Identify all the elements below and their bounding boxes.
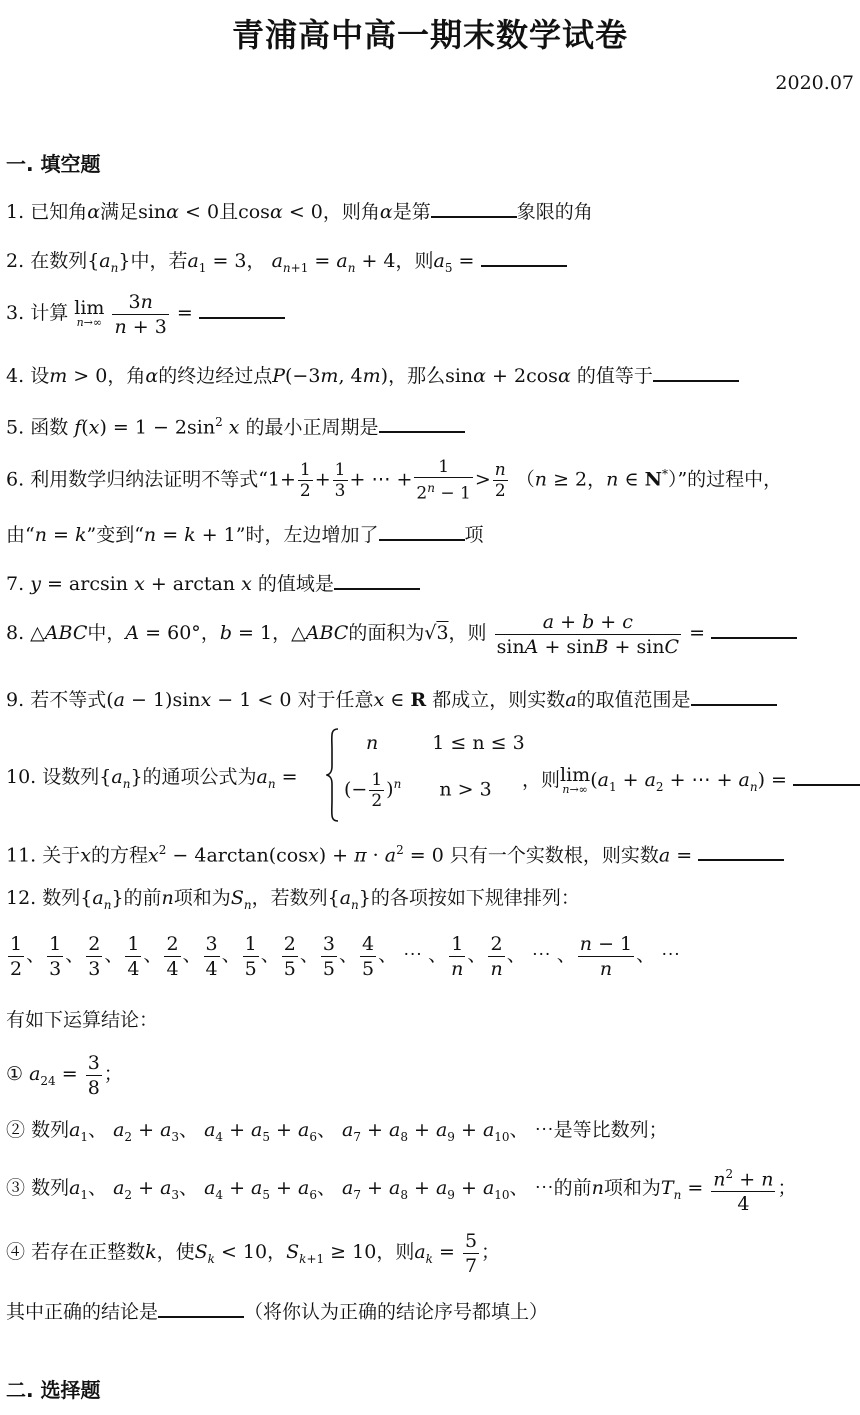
conclusion-3: ③ 数列$a_1$、 $a_2 + a_3$、 $a_4 + a_5 + a_6$、 $a_7 + a_8 + a_9 + a_{10}$、 ⋯的前n项和为$T_n$ = $\frac{n^2 + n}{4}$ ； [6,1160,854,1223]
sequence-fraction: $\frac{1}{2}$ [10,932,23,980]
answer-blank[interactable] [691,682,777,706]
case2: (− $\frac{1}{2}$ )$^n$ n > 3 [344,770,492,811]
answer-blank[interactable] [334,566,420,590]
answer-blank[interactable] [379,409,465,433]
problem-12: 12. 数列$\{a_n\}$的前n项和为$S_n$，若数列$\{a_n\}$的各项按如下规律排列： [6,887,580,912]
conclusion-4: ④ 若存在正整数k，使$S_k < 10$，$S_{k+1} \ge 10$，则$a_k$ = $\frac{5}{7}$ ； [6,1229,501,1277]
section-fill-blank: 一. 填空题 [6,152,101,176]
sequence-fraction: $\frac{2}{3}$ [88,932,101,980]
sequence-fraction: $\frac{3}{4}$ [205,932,218,980]
answer-blank[interactable] [158,1294,244,1318]
sequence-fraction: $\frac{2}{5}$ [283,932,296,980]
sequence-fraction: $\frac{1}{4}$ [127,932,140,980]
sequence-fraction: $\frac{2}{4}$ [166,932,179,980]
conclusion-intro: 有如下运算结论： [6,1009,159,1031]
problem-6: 6. 利用数学归纳法证明不等式“1+ $\frac{1}{2}$ + $\frac{1}{3}$ + ⋯ + $\frac{1}{2^n - 1}$ > $\frac{n}{2}$ （n ≥ 2，n ∈ N*）”的过程中， [6,457,783,504]
sequence-row: $\frac{1}{2}$ 、 $\frac{1}{3}$ 、 $\frac{2}{3}$ 、 $\frac{1}{4}$ 、 $\frac{2}{4}$ 、 $\frac{3}{4}$ 、 $\frac{1}{5}$ 、 $\frac{2}{5}$ 、 $\frac{3}{5}$ 、 $\frac{4}{5}$ 、 ⋯ 、 $\frac{1}{n}$ 、 $\frac{2}{n}$ 、 ⋯ 、 $\frac{n - 1}{n}$ 、 ⋯ [10,932,681,980]
conclusion-1: ① $a_{24}$ = $\frac{3}{8}$ ； [6,1051,123,1099]
conclusion-2: ② 数列$a_1$、 $a_2 + a_3$、 $a_4 + a_5 + a_6$、 $a_7 + a_8 + a_9 + a_{10}$、 ⋯是等比数列； [6,1119,668,1144]
sequence-fraction: $\frac{4}{5}$ [361,932,375,980]
section-multiple-choice: 二. 选择题 [6,1378,101,1402]
problem-11: 11. 关于x的方程$x^2 - 4\arctan(\cos x) + \pi \cdot a^2 = 0$ 只有一个实数根，则实数a = [6,836,854,869]
answer-blank[interactable] [481,243,567,267]
problem-2: 2. 在数列$\{a_n\}$中，若$a_1 = 3$， $a_{n+1} = a_n + 4$，则$a_5$ = [6,243,854,282]
problem-8: 8. △ABC中，A = 60°，b = 1，△ABC的面积为√3，则 $\frac{a + b + c}{\sin A + \sin B + \sin C}$ = [6,604,854,662]
problem-1: 1. 已知角α满足sinα < 0且cosα < 0，则角α是第 象限的角 [6,194,854,226]
sequence-fraction: $\frac{3}{5}$ [322,932,335,980]
answer-blank[interactable] [793,762,860,786]
answer-blank[interactable] [698,837,784,861]
problem-6-line2: 由“n = k”变到“n = k + 1”时，左边增加了 项 [6,517,854,549]
problem-7: 7. y = arcsin x + arctan x 的值域是 [6,566,854,598]
answer-blank[interactable] [653,358,739,382]
answer-blank[interactable] [199,295,285,319]
answer-blank[interactable] [379,517,465,541]
sequence-fraction: $\frac{1}{5}$ [244,932,257,980]
piecewise-brace [326,728,340,822]
problem-10: 10. 设数列$\{a_n\}$的通项公式为$a_n$ = [6,766,298,791]
final-answer: 其中正确的结论是 （将你认为正确的结论序号都填上） [6,1294,854,1326]
sequence-fraction: $\frac{1}{3}$ [49,932,62,980]
problem-4: 4. 设m > 0，角α的终边经过点P(−3m, 4m)，那么sinα + 2cosα 的值等于 [6,358,854,390]
answer-blank[interactable] [431,194,517,218]
case1: n 1 ≤ n ≤ 3 [366,732,525,754]
problem-3: 3. 计算 lim n→∞ $\frac{3n}{n + 3}$ = [6,285,854,341]
problem-9: 9. 若不等式(a − 1)sinx − 1 < 0 对于任意x ∈ R 都成立，则实数a的取值范围是 [6,682,854,714]
answer-blank[interactable] [711,615,797,639]
problem-5: 5. 函数 $f(x) = 1 - 2\sin^2$ x 的最小正周期是 [6,408,854,441]
exam-date: 2020.07 [775,72,854,94]
exam-title: 青浦高中高一期末数学试卷 [231,16,628,54]
problem-10-limit: ，则lim n→∞ ($a_1 + a_2$ + ⋯ + $a_n$) = [522,762,860,796]
